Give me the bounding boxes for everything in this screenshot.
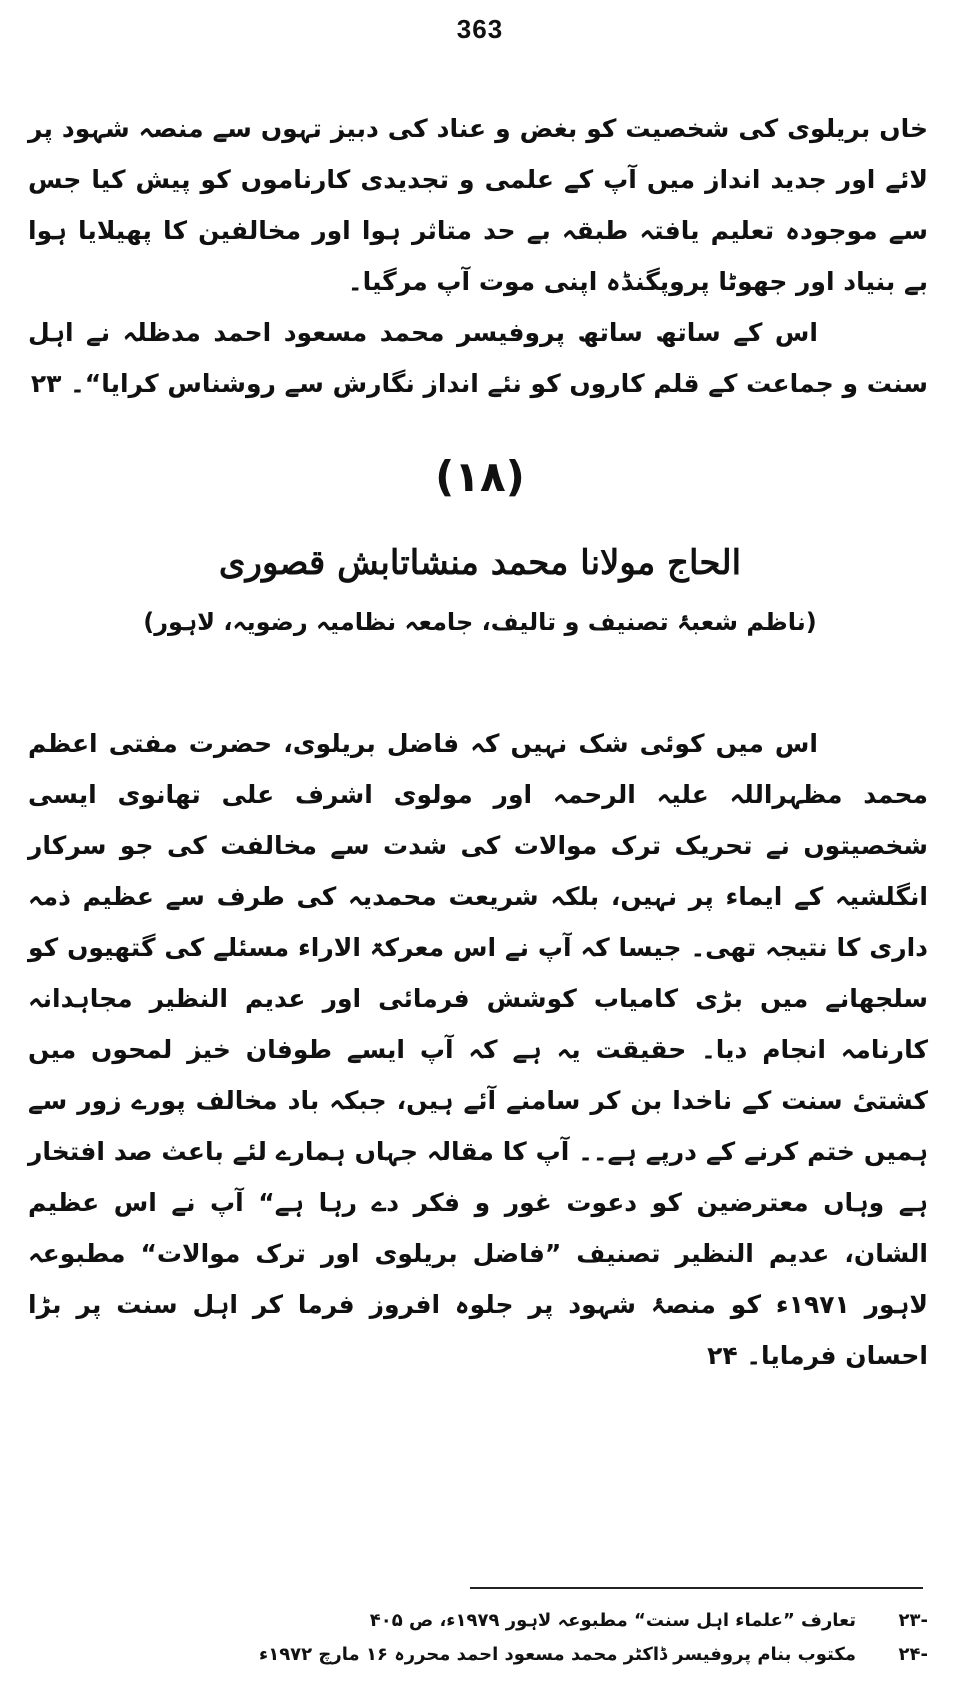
intro-paragraph-second: اس کے ساتھ ساتھ پروفیسر محمد مسعود احمد مدظلہ نے اہل سنت و جماعت کے قلم کاروں کو نئے انداز نگارش سے روشناس کرایا“۔ ۲۳: [28, 318, 928, 398]
page-number: 363: [456, 14, 504, 44]
footnote-item: [28, 1604, 928, 1638]
footnotes: [28, 1604, 928, 1672]
footnote-text: مکتوب بنام پروفیسر ڈاکٹر محمد مسعود احمد محررہ ۱۶ مارچ ۱۹۷۲ء: [259, 1644, 856, 1665]
footnote-text: تعارف ”علماء اہل سنت“ مطبوعہ لاہور ۱۹۷۹ء، ص ۴۰۵: [369, 1610, 856, 1631]
intro-paragraph-continued: خاں بریلوی کی شخصیت کو بغض و عناد کی دبیز تہوں سے منصہ شہود پر لائے اور جدید انداز میں آپ کے علمی و تجدیدی کارناموں کو پیش کیا جس سے موجودہ تعلیم یافتہ طبقہ بے حد متاثر ہوا اور مخالفین کا پھیلایا ہوا بے بنیاد اور جھوٹا پروپگنڈہ اپنی موت آپ مرگیا۔: [28, 114, 928, 296]
section-title: الحاج مولانا محمد منشاتابش قصوری: [218, 543, 742, 583]
intro-text: [28, 103, 928, 409]
main-paragraph: اس میں کوئی شک نہیں کہ فاضل بریلوی، حضرت مفتی اعظم محمد مظہراللہ علیہ الرحمہ اور مولوی اشرف علی تھانوی ایسی شخصیتوں نے تحریک ترک موالات کی شدت سے مخالفت کی جو سرکار انگلشیہ کے ایماء پر نہیں، بلکہ شریعت محمدیہ کی طرف سے عظیم ذمہ داری کا نتیجہ تھی۔ جیسا کہ آپ نے اس معرکۃ الاراء مسئلے کی گتھیوں کو سلجھانے میں بڑی کامیاب کوشش فرمائی اور عدیم النظیر مجاہدانہ کارنامہ انجام دیا۔ حقیقت یہ ہے کہ آپ ایسے طوفان خیز لمحوں میں کشتیٔ سنت کے ناخدا بن کر سامنے آئے ہیں، جبکہ باد مخالف پورے زور سے ہمیں ختم کرنے کے درپے ہے۔۔ آپ کا مقالہ جہاں ہمارے لئے باعث صد افتخار ہے وہاں معترضین کو دعوت غور و فکر دے رہا ہے“ آپ نے اس عظیم الشان، عدیم النظیر تصنیف ”فاضل بریلوی اور ترک موالات“ مطبوعہ لاہور ۱۹۷۱ء کو منصۂ شہود پر جلوہ افروز فرما کر اہل سنت پر بڑا احسان فرمایا۔ ۲۴: [28, 729, 928, 1370]
footnote-item: [28, 1638, 928, 1672]
footnote-number: -۲۴: [898, 1644, 928, 1665]
main-text: [28, 718, 928, 1381]
footnote-divider: [470, 1587, 923, 1589]
section-subtitle: (ناظم شعبۂ تصنیف و تالیف، جامعہ نظامیہ رضویہ، لاہور): [143, 608, 817, 636]
section-number: (۱۸): [435, 452, 525, 501]
footnote-number: -۲۳: [898, 1610, 928, 1631]
